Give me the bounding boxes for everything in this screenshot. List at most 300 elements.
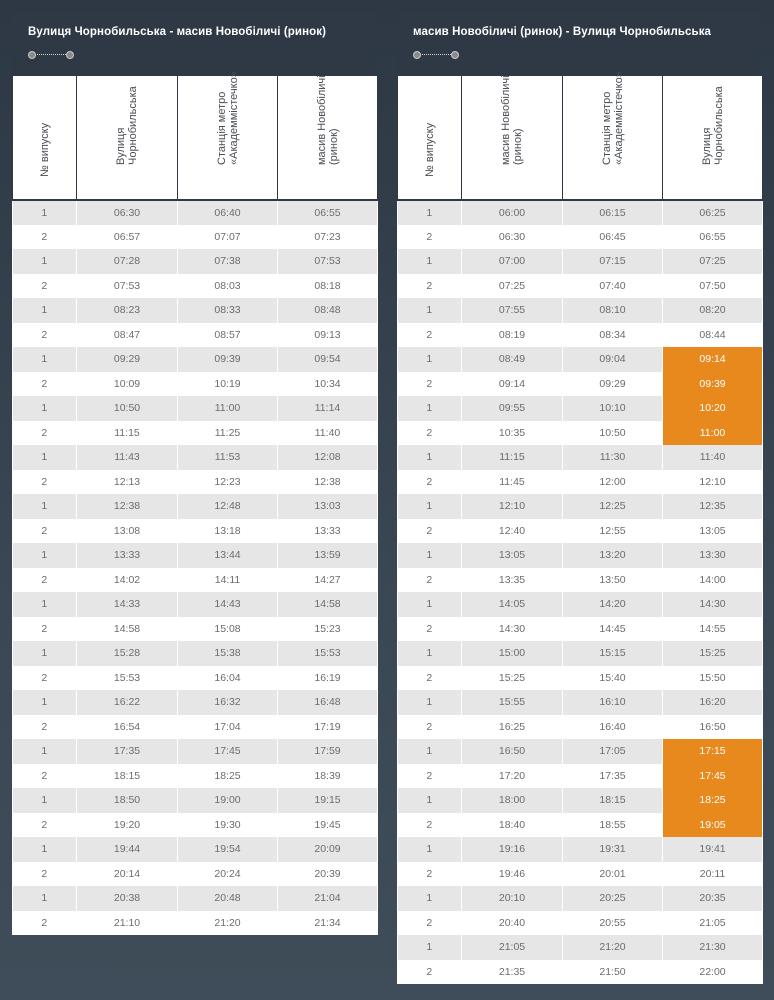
table-row [398,886,763,911]
time-cell: 12:00 [563,470,663,495]
time-cell: 20:55 [563,911,663,936]
route-icon [28,50,74,60]
release-number-cell: 1 [398,788,462,813]
release-number-cell: 2 [13,813,77,838]
table-row [13,617,378,642]
release-number-cell: 1 [13,543,77,568]
table-row [13,886,378,911]
table-row [13,788,378,813]
time-cell: 08:49 [462,347,563,372]
time-cell: 11:15 [77,421,178,446]
route-title: Вулиця Чорнобильська - масив Новобіличі (ринок) [28,26,327,38]
time-cell: 13:33 [77,543,178,568]
time-cell: 17:20 [462,764,563,789]
time-cell: 06:30 [77,200,178,225]
time-cell: 22:00 [663,960,763,985]
release-number-cell: 2 [13,421,77,446]
time-cell: 11:40 [663,445,763,470]
time-cell: 12:38 [278,470,378,495]
time-cell: 16:10 [563,690,663,715]
time-cell: 19:54 [178,837,278,862]
column-header-stop-1: Вулиця Чорнобильська [77,76,178,200]
time-cell: 14:20 [563,592,663,617]
time-cell: 14:30 [663,592,763,617]
time-cell: 11:30 [563,445,663,470]
time-cell: 06:30 [462,225,563,250]
time-cell: 20:38 [77,886,178,911]
time-cell: 21:10 [77,911,178,936]
time-cell: 17:04 [178,715,278,740]
time-cell: 20:39 [278,862,378,887]
table-row [398,739,763,764]
table-row [398,862,763,887]
time-cell: 18:40 [462,813,563,838]
time-cell: 16:22 [77,690,178,715]
time-cell: 15:28 [77,641,178,666]
schedule-rows [398,200,763,984]
column-header-stop-1: масив Новобіличі (ринок) [462,76,563,200]
time-cell: 13:05 [462,543,563,568]
release-number-cell: 1 [13,641,77,666]
time-cell: 08:48 [278,298,378,323]
table-row [13,519,378,544]
time-cell: 07:55 [462,298,563,323]
time-cell: 12:10 [663,470,763,495]
table-row [398,274,763,299]
time-cell: 15:53 [77,666,178,691]
time-cell: 07:50 [663,274,763,299]
release-number-cell: 2 [13,715,77,740]
release-number-cell: 1 [398,298,462,323]
time-cell: 15:23 [278,617,378,642]
time-cell: 18:25 [178,764,278,789]
time-cell: 16:19 [278,666,378,691]
time-cell: 14:43 [178,592,278,617]
table-row [398,347,763,372]
time-cell: 14:27 [278,568,378,593]
time-cell: 17:19 [278,715,378,740]
time-cell: 19:46 [462,862,563,887]
time-cell: 18:15 [77,764,178,789]
release-number-cell: 1 [398,543,462,568]
table-row [13,641,378,666]
release-number-cell: 2 [398,568,462,593]
time-cell: 15:40 [563,666,663,691]
time-cell: 11:40 [278,421,378,446]
table-row [13,862,378,887]
time-cell: 09:55 [462,396,563,421]
time-cell: 06:25 [663,200,763,225]
table-row [398,764,763,789]
release-number-cell: 1 [13,788,77,813]
time-cell: 13:30 [663,543,763,568]
release-number-cell: 2 [398,519,462,544]
time-cell: 19:45 [278,813,378,838]
time-cell: 13:05 [663,519,763,544]
time-cell: 15:38 [178,641,278,666]
release-number-cell: 1 [13,298,77,323]
table-row [398,911,763,936]
time-cell: 09:39 [178,347,278,372]
time-cell: 21:05 [462,935,563,960]
time-cell: 11:14 [278,396,378,421]
table-row [398,813,763,838]
time-cell: 14:30 [462,617,563,642]
table-row [13,739,378,764]
time-cell: 07:23 [278,225,378,250]
column-header-release: № випуску [398,76,462,200]
schedule-table [397,71,763,984]
time-cell: 07:53 [77,274,178,299]
time-cell: 10:09 [77,372,178,397]
time-cell: 14:55 [663,617,763,642]
time-cell: 07:28 [77,249,178,274]
time-cell: 20:40 [462,911,563,936]
release-number-cell: 2 [13,568,77,593]
time-cell: 11:53 [178,445,278,470]
release-number-cell: 1 [13,837,77,862]
time-cell: 21:34 [278,911,378,936]
time-cell: 19:16 [462,837,563,862]
table-row [398,396,763,421]
time-cell: 16:54 [77,715,178,740]
release-number-cell: 2 [398,274,462,299]
table-row [398,421,763,446]
column-header-stop-2: Станція метро «Академмістечко» [563,76,663,200]
table-row [13,837,378,862]
time-cell: 19:44 [77,837,178,862]
release-number-cell: 2 [398,323,462,348]
release-number-cell: 1 [13,886,77,911]
table-row [13,666,378,691]
time-cell: 14:00 [663,568,763,593]
release-number-cell: 2 [13,911,77,936]
release-number-cell: 1 [13,396,77,421]
time-cell: 20:48 [178,886,278,911]
release-number-cell: 2 [13,519,77,544]
table-row [13,690,378,715]
release-number-cell: 2 [13,666,77,691]
time-cell: 16:48 [278,690,378,715]
release-number-cell: 2 [398,960,462,985]
time-cell: 09:39 [663,372,763,397]
time-cell: 20:01 [563,862,663,887]
time-cell: 07:40 [563,274,663,299]
time-cell: 18:50 [77,788,178,813]
time-cell: 16:04 [178,666,278,691]
time-cell: 09:54 [278,347,378,372]
time-cell: 15:50 [663,666,763,691]
time-cell: 15:55 [462,690,563,715]
table-row [13,274,378,299]
time-cell: 06:40 [178,200,278,225]
table-row [13,347,378,372]
route-icon [413,50,459,60]
time-cell: 19:05 [663,813,763,838]
release-number-cell: 2 [398,372,462,397]
time-cell: 10:50 [77,396,178,421]
table-row [398,641,763,666]
release-number-cell: 2 [13,372,77,397]
release-number-cell: 1 [13,200,77,225]
table-row [398,470,763,495]
release-number-cell: 1 [13,347,77,372]
schedule-panel-left [12,12,377,935]
time-cell: 20:10 [462,886,563,911]
time-cell: 17:15 [663,739,763,764]
time-cell: 15:00 [462,641,563,666]
time-cell: 17:59 [278,739,378,764]
time-cell: 18:55 [563,813,663,838]
time-cell: 13:59 [278,543,378,568]
table-row [13,470,378,495]
table-row [13,372,378,397]
time-cell: 11:25 [178,421,278,446]
time-cell: 16:50 [663,715,763,740]
time-cell: 20:35 [663,886,763,911]
release-number-cell: 1 [398,592,462,617]
release-number-cell: 1 [13,690,77,715]
schedule-table [12,71,378,935]
time-cell: 15:08 [178,617,278,642]
time-cell: 06:55 [278,200,378,225]
release-number-cell: 2 [13,225,77,250]
time-cell: 15:25 [462,666,563,691]
table-row [398,323,763,348]
time-cell: 17:35 [77,739,178,764]
release-number-cell: 2 [13,764,77,789]
time-cell: 10:10 [563,396,663,421]
release-number-cell: 2 [13,862,77,887]
table-row [13,494,378,519]
time-cell: 10:34 [278,372,378,397]
release-number-cell: 1 [13,739,77,764]
schedule-panel-right [397,12,762,984]
time-cell: 10:20 [663,396,763,421]
column-header-stop-3: масив Новобіличі (ринок) [278,76,378,200]
time-cell: 10:35 [462,421,563,446]
table-row [13,298,378,323]
release-number-cell: 2 [398,421,462,446]
time-cell: 12:38 [77,494,178,519]
time-cell: 14:58 [278,592,378,617]
time-cell: 16:20 [663,690,763,715]
table-row [398,298,763,323]
table-row [398,788,763,813]
panel-header [12,12,377,76]
time-cell: 09:29 [77,347,178,372]
time-cell: 11:00 [663,421,763,446]
time-cell: 07:53 [278,249,378,274]
time-cell: 13:50 [563,568,663,593]
release-number-cell: 1 [13,445,77,470]
release-number-cell: 2 [398,225,462,250]
time-cell: 13:03 [278,494,378,519]
table-row [398,690,763,715]
time-cell: 08:44 [663,323,763,348]
column-header-release: № випуску [13,76,77,200]
time-cell: 21:04 [278,886,378,911]
time-cell: 07:38 [178,249,278,274]
time-cell: 19:30 [178,813,278,838]
time-cell: 12:55 [563,519,663,544]
schedule-rows [13,200,378,935]
time-cell: 14:33 [77,592,178,617]
time-cell: 17:45 [663,764,763,789]
table-row [398,666,763,691]
time-cell: 15:53 [278,641,378,666]
time-cell: 12:10 [462,494,563,519]
table-row [13,813,378,838]
release-number-cell: 1 [398,249,462,274]
time-cell: 08:19 [462,323,563,348]
release-number-cell: 1 [398,347,462,372]
time-cell: 08:10 [563,298,663,323]
time-cell: 17:05 [563,739,663,764]
time-cell: 11:45 [462,470,563,495]
release-number-cell: 1 [13,592,77,617]
time-cell: 14:11 [178,568,278,593]
time-cell: 20:11 [663,862,763,887]
table-row [13,715,378,740]
release-number-cell: 1 [398,641,462,666]
time-cell: 21:35 [462,960,563,985]
time-cell: 13:35 [462,568,563,593]
table-row [13,421,378,446]
time-cell: 14:58 [77,617,178,642]
release-number-cell: 1 [398,200,462,225]
time-cell: 06:15 [563,200,663,225]
time-cell: 21:50 [563,960,663,985]
time-cell: 07:25 [462,274,563,299]
table-row [398,960,763,985]
time-cell: 15:25 [663,641,763,666]
release-number-cell: 2 [398,764,462,789]
time-cell: 10:50 [563,421,663,446]
release-number-cell: 1 [398,396,462,421]
time-cell: 07:15 [563,249,663,274]
time-cell: 21:05 [663,911,763,936]
time-cell: 19:20 [77,813,178,838]
time-cell: 11:43 [77,445,178,470]
time-cell: 12:48 [178,494,278,519]
table-row [398,592,763,617]
time-cell: 08:23 [77,298,178,323]
time-cell: 10:19 [178,372,278,397]
time-cell: 13:08 [77,519,178,544]
time-cell: 13:18 [178,519,278,544]
time-cell: 09:14 [462,372,563,397]
release-number-cell: 1 [398,837,462,862]
time-cell: 06:57 [77,225,178,250]
time-cell: 21:30 [663,935,763,960]
table-row [13,543,378,568]
release-number-cell: 1 [398,445,462,470]
release-number-cell: 1 [398,739,462,764]
table-row [398,200,763,225]
time-cell: 12:08 [278,445,378,470]
time-cell: 16:40 [563,715,663,740]
release-number-cell: 2 [398,715,462,740]
time-cell: 06:45 [563,225,663,250]
time-cell: 12:35 [663,494,763,519]
time-cell: 19:31 [563,837,663,862]
time-cell: 15:15 [563,641,663,666]
time-cell: 18:25 [663,788,763,813]
time-cell: 16:32 [178,690,278,715]
table-row [398,617,763,642]
release-number-cell: 1 [13,494,77,519]
time-cell: 20:25 [563,886,663,911]
time-cell: 13:44 [178,543,278,568]
table-row [398,249,763,274]
table-row [13,225,378,250]
time-cell: 20:09 [278,837,378,862]
table-row [398,494,763,519]
table-row [398,837,763,862]
time-cell: 09:14 [663,347,763,372]
release-number-cell: 2 [13,323,77,348]
time-cell: 17:45 [178,739,278,764]
panel-header [397,12,762,76]
route-title: масив Новобіличі (ринок) - Вулиця Чорнобильська [413,26,712,38]
table-row [13,764,378,789]
time-cell: 14:02 [77,568,178,593]
time-cell: 08:18 [278,274,378,299]
time-cell: 16:50 [462,739,563,764]
time-cell: 19:00 [178,788,278,813]
time-cell: 14:45 [563,617,663,642]
time-cell: 20:14 [77,862,178,887]
table-row [398,715,763,740]
time-cell: 07:00 [462,249,563,274]
release-number-cell: 2 [398,862,462,887]
table-row [398,543,763,568]
time-cell: 12:23 [178,470,278,495]
time-cell: 08:57 [178,323,278,348]
time-cell: 19:41 [663,837,763,862]
time-cell: 09:04 [563,347,663,372]
release-number-cell: 2 [398,617,462,642]
column-header-stop-3: Вулиця Чорнобильська [663,76,763,200]
time-cell: 06:00 [462,200,563,225]
table-row [13,249,378,274]
table-row [13,396,378,421]
release-number-cell: 2 [398,470,462,495]
table-row [398,519,763,544]
time-cell: 07:25 [663,249,763,274]
time-cell: 20:24 [178,862,278,887]
time-cell: 09:29 [563,372,663,397]
table-row [13,592,378,617]
time-cell: 08:03 [178,274,278,299]
release-number-cell: 2 [13,617,77,642]
table-row [13,911,378,936]
time-cell: 17:35 [563,764,663,789]
time-cell: 14:05 [462,592,563,617]
release-number-cell: 1 [13,249,77,274]
release-number-cell: 1 [398,690,462,715]
time-cell: 18:39 [278,764,378,789]
time-cell: 13:33 [278,519,378,544]
time-cell: 08:47 [77,323,178,348]
table-row [13,568,378,593]
release-number-cell: 1 [398,935,462,960]
time-cell: 07:07 [178,225,278,250]
table-row [398,225,763,250]
release-number-cell: 2 [13,274,77,299]
time-cell: 09:13 [278,323,378,348]
